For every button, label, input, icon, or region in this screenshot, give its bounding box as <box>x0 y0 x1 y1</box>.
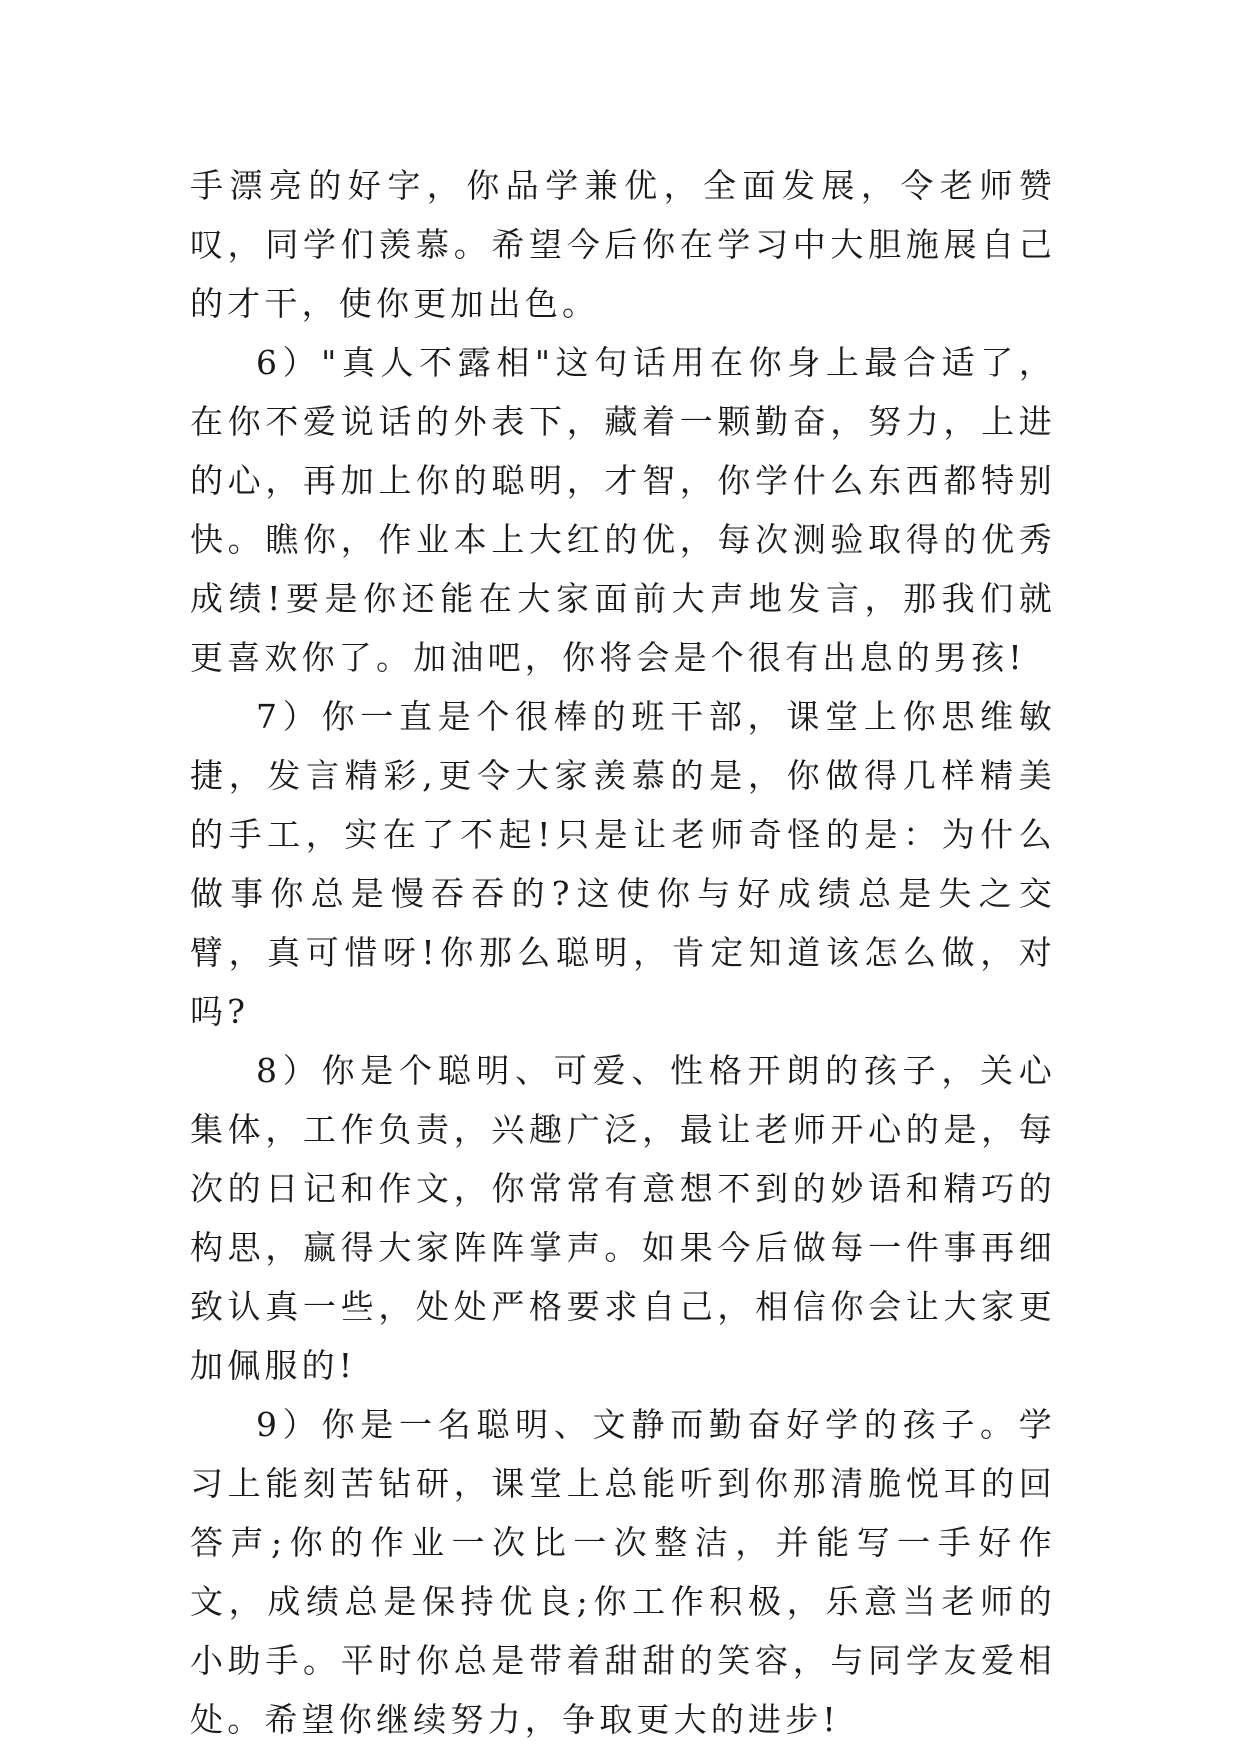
paragraph-item-9: 9）你是一名聪明、文静而勤奋好学的孩子。学习上能刻苦钻研，课堂上总能听到你那清脆悦耳的回答声;你的作业一次比一次整洁，并能写一手好作文，成绩总是保持优良;你工作积极，乐意当老师的小助手。平时你总是带着甜甜的笑容，与同学友爱相处。希望你继续努力，争取更大的进步! <box>190 1405 1056 1739</box>
document-body <box>190 156 1056 1749</box>
paragraph-item-7: 7）你一直是个很棒的班干部，课堂上你思维敏捷，发言精彩,更令大家羡慕的是，你做得几样精美的手工，实在了不起!只是让老师奇怪的是：为什么做事你总是慢吞吞的?这使你与好成绩总是失之交臂，真可惜呀!你那么聪明，肯定知道该怎么做，对吗? <box>190 697 1056 1031</box>
paragraph-item-6: 6）"真人不露相"这句话用在你身上最合适了，在你不爱说话的外表下，藏着一颗勤奋，努力，上进的心，再加上你的聪明，才智，你学什么东西都特别快。瞧你，作业本上大红的优，每次测验取得的优秀成绩!要是你还能在大家面前大声地发言，那我们就更喜欢你了。加油吧，你将会是个很有出息的男孩! <box>190 343 1056 677</box>
paragraph-item-8: 8）你是个聪明、可爱、性格开朗的孩子，关心集体，工作负责，兴趣广泛，最让老师开心的是，每次的日记和作文，你常常有意想不到的妙语和精巧的构思，赢得大家阵阵掌声。如果今后做每一件事再细致认真一些，处处严格要求自己，相信你会让大家更加佩服的! <box>190 1051 1056 1385</box>
paragraph-continuation: 手漂亮的好字，你品学兼优，全面发展，令老师赞叹，同学们羡慕。希望今后你在学习中大胆施展自己的才干，使你更加出色。 <box>190 166 1056 323</box>
